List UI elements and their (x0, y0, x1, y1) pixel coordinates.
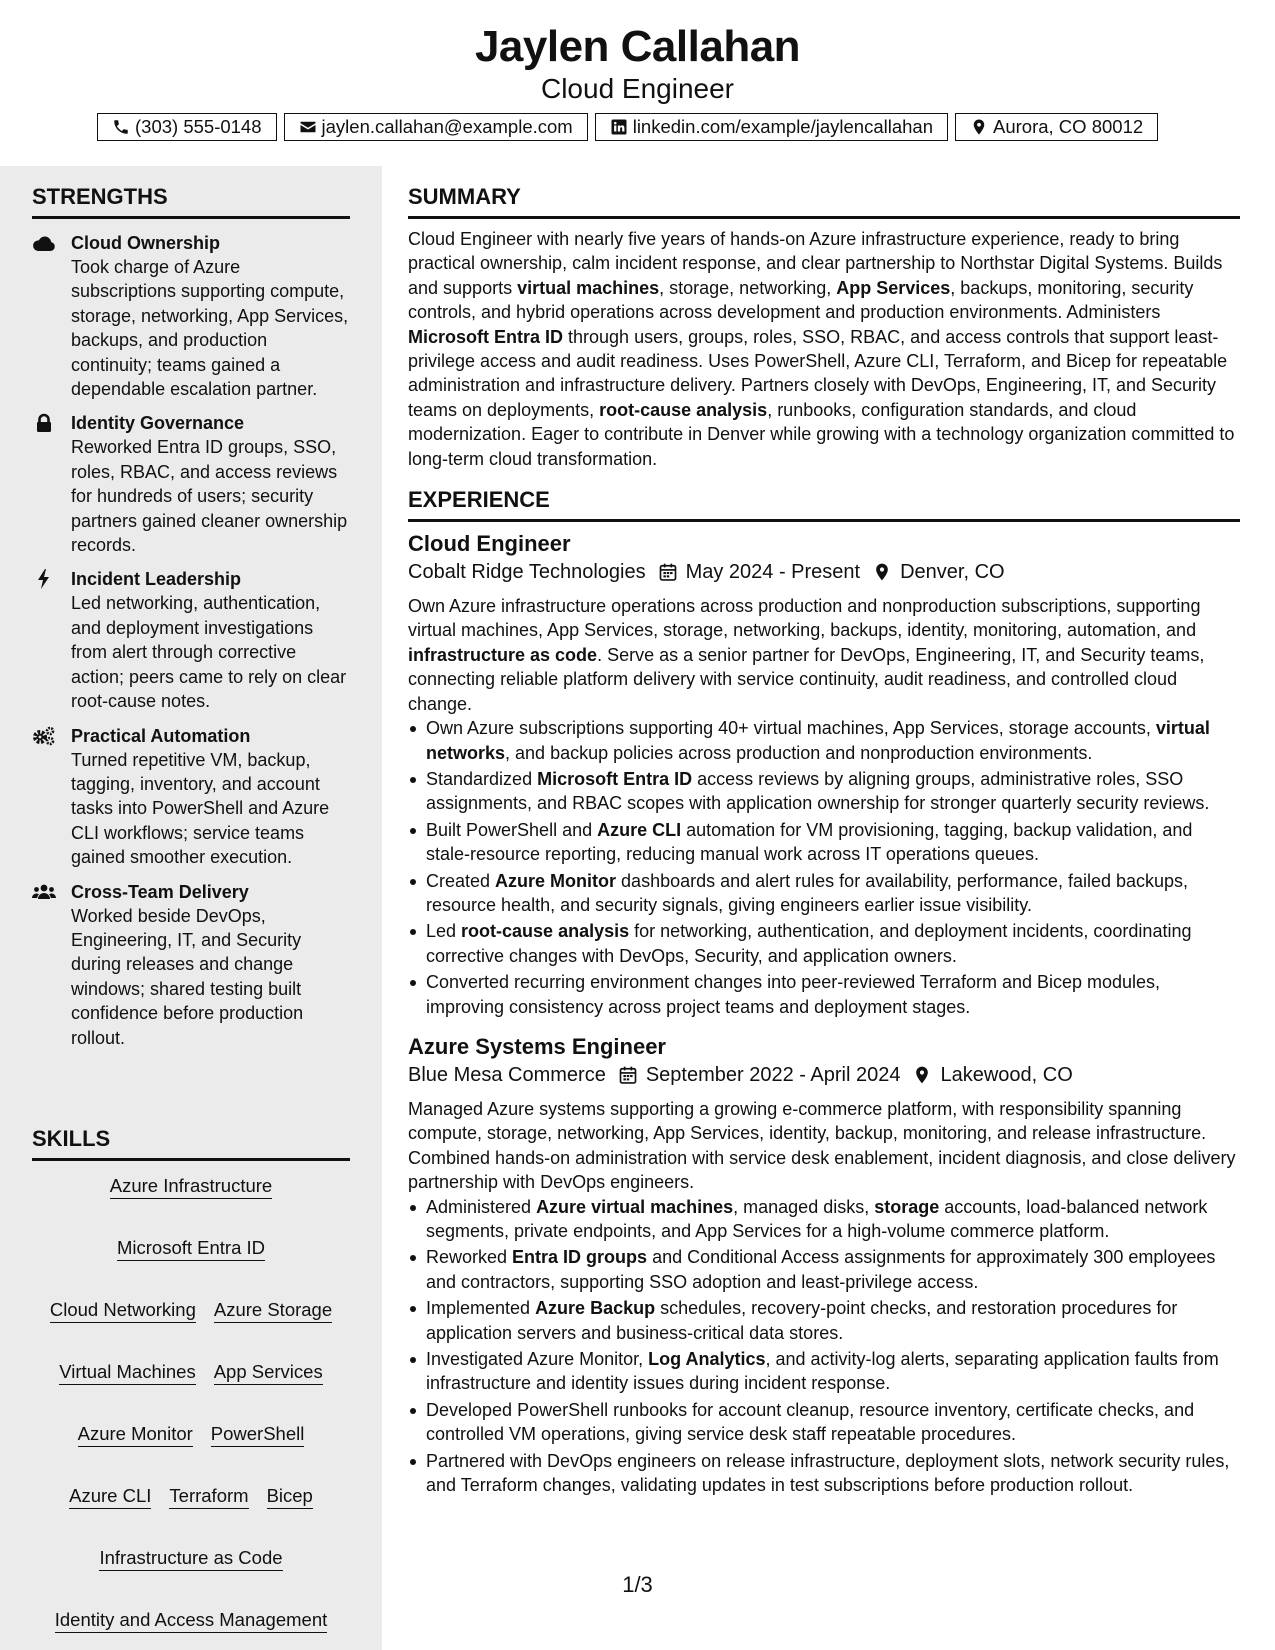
bolt-icon (32, 569, 56, 589)
skill-tag: App Services (214, 1361, 323, 1385)
map-pin-icon (912, 1065, 932, 1085)
skills-list (32, 1175, 350, 1633)
job-bullet: Created Azure Monitor dashboards and alert rules for availability, performance, failed backups, resource health, and security signals, giving engineers earlier issue visibility. (426, 869, 1240, 918)
skill-tag: Cloud Networking (50, 1299, 196, 1323)
job-bullet: Investigated Azure Monitor, Log Analytics, and activity-log alerts, separating application faults from infrastructure and identity issues during incident response. (426, 1347, 1240, 1396)
skill-tag: Azure Infrastructure (110, 1175, 272, 1199)
strength-description: Led networking, authentication, and deployment investigations from alert through corrective action; peers came to rely on clear root-cause notes. (71, 593, 347, 712)
experience-section (408, 487, 1240, 1497)
contact-linkedin-text: linkedin.com/example/jaylencallahan (632, 116, 933, 137)
skill-tag: Identity and Access Management (55, 1609, 328, 1633)
skill-tag: Infrastructure as Code (99, 1547, 282, 1571)
job-title: Cloud Engineer (408, 531, 571, 557)
job-entry (408, 1033, 1240, 1498)
job-bullet: Led root-cause analysis for networking, authentication, and deployment incidents, coordinating corrective changes with DevOps, Security, and application owners. (426, 919, 1240, 968)
strengths-heading: STRENGTHS (32, 184, 350, 219)
job-bullet: Partnered with DevOps engineers on release infrastructure, deployment slots, network security rules, and Terraform changes, validating updates in test subscriptions before production rollout. (426, 1449, 1240, 1498)
job-dates: September 2022 - April 2024 (645, 1063, 901, 1086)
main-column (408, 166, 1240, 1499)
skills-heading: SKILLS (32, 1126, 350, 1161)
skill-tag: PowerShell (211, 1423, 305, 1447)
strength-item (32, 880, 350, 1050)
strength-item (32, 231, 350, 401)
map-pin-icon (872, 562, 892, 582)
job-bullets (408, 716, 1240, 1019)
skill-tag: Azure Monitor (78, 1423, 193, 1447)
contact-phone[interactable] (97, 113, 277, 141)
strength-item (32, 724, 350, 870)
strength-description: Took charge of Azure subscriptions supporting compute, storage, networking, App Services, backups, and production continuity; teams gained a dependable escalation partner. (71, 257, 349, 400)
job-title: Azure Systems Engineer (408, 1033, 666, 1059)
contact-linkedin[interactable] (595, 113, 948, 141)
gears-icon (32, 726, 56, 746)
strength-title: Cloud Ownership (71, 233, 221, 253)
strength-description: Reworked Entra ID groups, SSO, roles, RBAC, and access reviews for hundreds of users; security partners gained cleaner ownership records. (71, 437, 348, 556)
summary-heading: SUMMARY (408, 184, 1240, 219)
job-bullet: Developed PowerShell runbooks for account cleanup, resource inventory, certificate checks, and controlled VM operations, giving service desk staff repeatable procedures. (426, 1398, 1240, 1447)
job-dates: May 2024 - Present (685, 561, 861, 584)
job-meta (408, 1061, 1240, 1089)
job-bullet: Standardized Microsoft Entra ID access reviews by aligning groups, administrative roles, SSO assignments, and RBAC scopes with application ownership for stronger quarterly security reviews. (426, 767, 1240, 816)
summary-text: Cloud Engineer with nearly five years of hands-on Azure infrastructure experience, ready to bring practical ownership, calm incident response, and clear partnership to Northstar Digital Systems. Builds and supports virtual machines, storage, networking, App Services, backups, monitoring, security controls, and hybrid operations across development and production environments. Administers Microsoft Entra ID through users, groups, roles, SSO, RBAC, and access controls that support least-privilege access and audit readiness. Uses PowerShell, Azure CLI, Terraform, and Bicep for repeatable administration and infrastructure delivery. Partners closely with DevOps, Engineering, IT, and Security teams on deployments, root-cause analysis, runbooks, configuration standards, and cloud modernization. Eager to contribute in Denver while growing with a technology organization committed to long-term cloud transformation. (408, 229, 1235, 469)
job-location: Denver, CO (900, 561, 1005, 584)
contact-bar (97, 113, 1158, 141)
contact-location[interactable] (955, 113, 1158, 141)
cloud-icon (32, 233, 56, 253)
summary-section (408, 184, 1240, 471)
sidebar (0, 166, 382, 1650)
experience-heading: EXPERIENCE (408, 487, 1240, 522)
job-bullet: Implemented Azure Backup schedules, recovery-point checks, and restoration procedures for application servers and business-critical data stores. (426, 1296, 1240, 1345)
job-meta (408, 558, 1240, 586)
candidate-name: Jaylen Callahan (474, 22, 801, 71)
strength-title: Cross-Team Delivery (71, 881, 249, 902)
map-pin-icon (970, 118, 988, 136)
job-entry (408, 530, 1240, 1019)
job-bullet: Converted recurring environment changes into peer-reviewed Terraform and Bicep modules, improving consistency across project teams and deployment stages. (426, 970, 1240, 1019)
calendar-icon (658, 562, 678, 582)
envelope-icon (299, 118, 317, 136)
job-summary: Managed Azure systems supporting a growing e-commerce platform, with responsibility spanning compute, storage, networking, App Services, identity, backup, monitoring, and release infrastructure. Combined hands-on administration with service desk enablement, incident diagnosis, and close delivery partnership with DevOps engineers. (408, 1098, 1236, 1193)
skills-section (32, 1126, 350, 1633)
phone-icon (112, 118, 130, 136)
strength-title: Practical Automation (71, 725, 251, 746)
strength-item (32, 567, 350, 713)
job-company: Cobalt Ridge Technologies (408, 561, 646, 584)
skill-tag: Azure CLI (69, 1485, 151, 1509)
candidate-title: Cloud Engineer (540, 73, 735, 104)
skill-tag: Virtual Machines (59, 1361, 195, 1385)
job-company: Blue Mesa Commerce (408, 1063, 606, 1086)
job-bullet: Built PowerShell and Azure CLI automation for VM provisioning, tagging, backup validation, and stale-resource reporting, reducing manual work across IT operations queues. (426, 818, 1240, 867)
calendar-icon (618, 1065, 638, 1085)
strength-description: Worked beside DevOps, Engineering, IT, and Security during releases and change windows; shared testing built confidence before production rollout. (71, 905, 304, 1048)
skill-tag: Azure Storage (214, 1299, 332, 1323)
skill-tag: Bicep (267, 1485, 313, 1509)
contact-phone-text: (303) 555-0148 (135, 116, 262, 137)
skill-tag: Microsoft Entra ID (117, 1237, 265, 1261)
resume-header (0, 0, 1275, 166)
contact-location-text: Aurora, CO 80012 (993, 116, 1144, 137)
job-bullet: Own Azure subscriptions supporting 40+ virtual machines, App Services, storage accounts, virtual networks, and backup policies across production and nonproduction environments. (426, 716, 1240, 765)
job-location: Lakewood, CO (940, 1063, 1073, 1086)
job-summary: Own Azure infrastructure operations across production and nonproduction subscriptions, supporting virtual machines, App Services, storage, networking, backups, identity, monitoring, automation, and infrastructure as code. Serve as a senior partner for DevOps, Engineering, IT, and Security teams, connecting reliable platform delivery with service continuity, audit readiness, and controlled cloud change. (408, 596, 1205, 714)
skill-tag: Terraform (169, 1485, 248, 1509)
strength-item (32, 411, 350, 557)
strengths-section (32, 184, 350, 1060)
strength-title: Identity Governance (71, 413, 245, 434)
page-number: 1/3 (622, 1572, 653, 1597)
job-bullet: Reworked Entra ID groups and Conditional Access assignments for approximately 300 employees and contractors, supporting SSO adoption and least-privilege access. (426, 1245, 1240, 1294)
job-bullet: Administered Azure virtual machines, managed disks, storage accounts, load-balanced network segments, private endpoints, and App Services for a high-volume commerce platform. (426, 1195, 1240, 1244)
contact-email-text: jaylen.callahan@example.com (321, 116, 573, 137)
job-bullets (408, 1195, 1240, 1498)
users-icon (32, 882, 56, 902)
linkedin-icon (610, 118, 628, 136)
strength-description: Turned repetitive VM, backup, tagging, inventory, and account tasks into PowerShell and Azure CLI workflows; service teams gained smoother execution. (71, 749, 330, 868)
lock-icon (32, 413, 56, 433)
contact-email[interactable] (284, 113, 588, 141)
strength-title: Incident Leadership (71, 569, 242, 590)
